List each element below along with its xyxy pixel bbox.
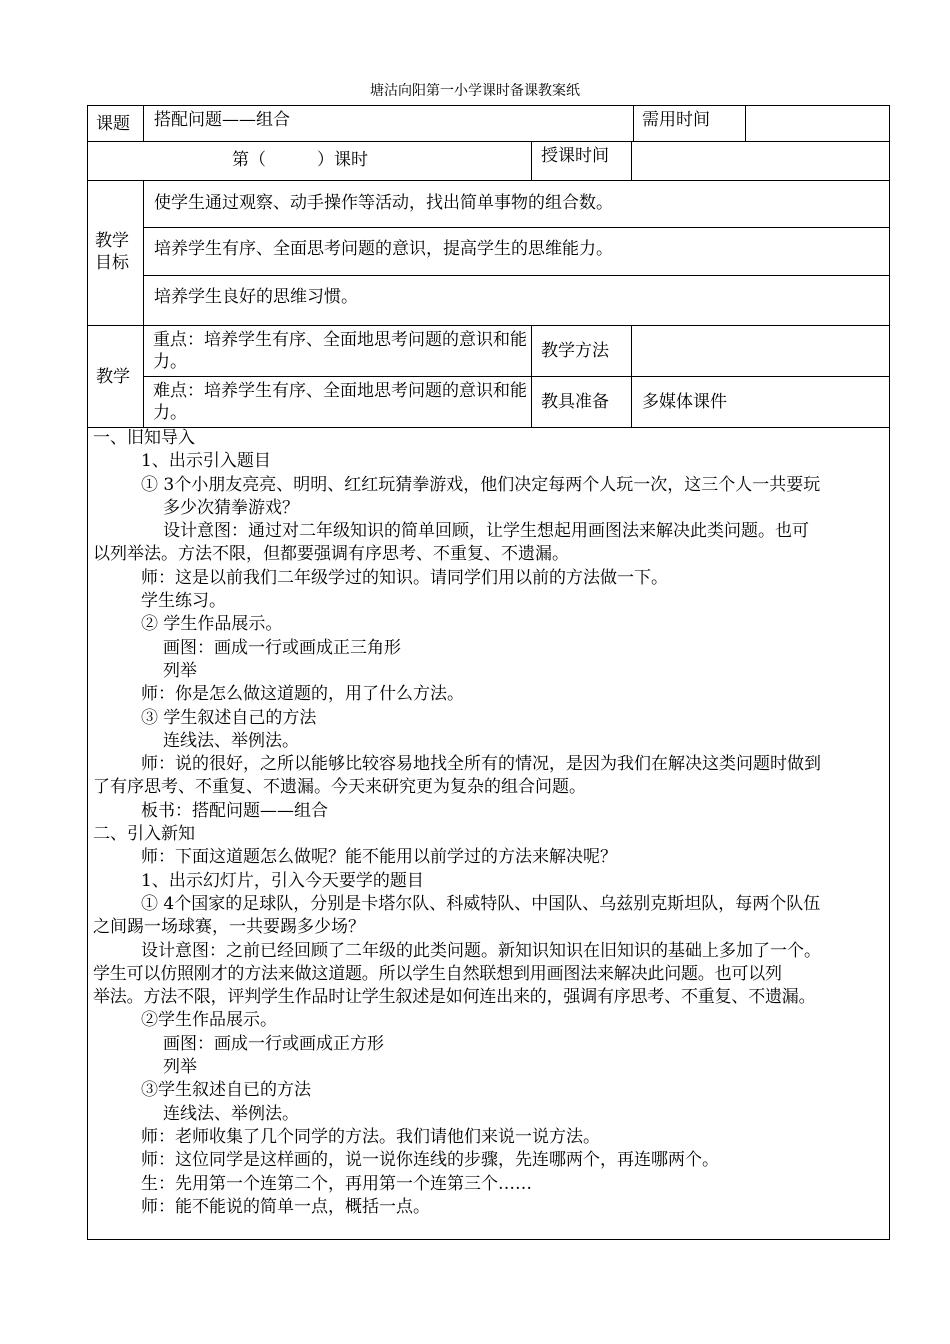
teaching-time-label: 授课时间: [541, 146, 609, 166]
topic-label: 课题: [96, 114, 130, 134]
lesson-line: 师：你是怎么做这道题的，用了什么方法。: [141, 684, 464, 705]
row-divider: [87, 141, 890, 142]
lesson-line: 画图：画成一行或画成正方形: [163, 1033, 384, 1054]
lesson-line: 画图：画成一行或画成正三角形: [163, 637, 401, 658]
row-divider: [143, 376, 890, 377]
section-heading: 二、引入新知: [93, 824, 195, 845]
lesson-line: 连线法、举例法。: [163, 730, 299, 751]
tools-value: 多媒体课件: [642, 392, 727, 412]
lesson-line: 师：这位同学是这样画的，说一说你连线的步骤，先连哪两个，再连哪两个。: [141, 1150, 719, 1171]
lesson-line: 师：下面这道题怎么做呢？能不能用以前学过的方法来解决呢？: [141, 847, 617, 868]
column-divider: [633, 105, 634, 141]
lesson-line: ① 4个国家的足球队，分别是卡塔尔队、科威特队、中国队、乌兹别克斯坦队，每两个队伍: [141, 893, 821, 914]
key-point: 重点：培养学生有序、全面地思考问题的意识和能力。: [153, 330, 527, 372]
difficult-point: 难点：培养学生有序、全面地思考问题的意识和能力。: [153, 381, 527, 423]
goals-label: 教学目标: [95, 231, 129, 273]
lesson-line: 设计意图：之前已经回顾了二年级的此类问题。新知识知识在旧知识的基础上多加了一个。: [141, 940, 821, 961]
lesson-line: 连线法、举例法。: [163, 1103, 299, 1124]
lesson-line: 举法。方法不限，评判学生作品时让学生叙述是如何连出来的，强调有序思考、不重复、不遗漏。: [93, 987, 816, 1008]
lesson-line: ① 3个小朋友亮亮、明明、红红玩猜拳游戏，他们决定每两个人玩一次，这三个人一共要玩: [141, 474, 821, 495]
column-divider: [143, 105, 144, 141]
section-heading: 一、旧知导入: [93, 428, 195, 448]
lesson-line: 了有序思考、不重复、不遗漏。今天来研究更为复杂的组合问题。: [93, 777, 586, 798]
goal-3: 培养学生良好的思维习惯。: [154, 287, 358, 307]
teaching-label: 教学: [96, 367, 130, 387]
column-divider: [631, 141, 632, 180]
lesson-line: 师：能不能说的简单一点，概括一点。: [141, 1196, 430, 1217]
column-divider: [531, 141, 532, 180]
row-divider: [143, 275, 890, 276]
row-divider: [143, 227, 890, 228]
lesson-line: 师：老师收集了几个同学的方法。我们请他们来说一说方法。: [141, 1126, 600, 1147]
method-label: 教学方法: [541, 341, 609, 361]
row-divider: [87, 325, 890, 326]
lesson-line: 学生可以仿照刚才的方法来做这道题。所以学生自然联想到用画图法来解决此问题。也可以列: [93, 963, 782, 984]
lesson-line: 1、出示引入题目: [141, 451, 271, 472]
lesson-line: 以列举法。方法不限，但都要强调有序思考、不重复、不遗漏。: [93, 544, 569, 565]
topic-value: 搭配问题——组合: [154, 110, 290, 130]
column-divider: [631, 325, 632, 427]
page-title: 塘沽向阳第一小学课时备课教案纸: [370, 83, 580, 99]
tools-label: 教具准备: [541, 392, 609, 412]
lesson-line: 学生练习。: [141, 591, 226, 612]
lesson-line: 设计意图：通过对二年级知识的简单回顾，让学生想起用画图法来解决此类问题。也可: [163, 521, 809, 542]
column-divider: [745, 105, 746, 141]
lesson-line: 生：先用第一个连第二个，再用第一个连第三个……: [141, 1173, 532, 1194]
row-divider: [87, 180, 890, 181]
lesson-line: 师：这是以前我们二年级学过的知识。请同学们用以前的方法做一下。: [141, 567, 668, 588]
lesson-line: 板书：搭配问题——组合: [141, 800, 328, 821]
lesson-line: 列举: [163, 1057, 197, 1078]
lesson-line: 1、出示幻灯片，引入今天要学的题目: [141, 870, 424, 891]
column-divider: [143, 180, 144, 427]
lesson-line: ② 学生作品展示。: [141, 614, 283, 635]
lesson-line: 之间踢一场球赛，一共要踢多少场？: [93, 917, 365, 938]
lesson-body: [93, 427, 887, 1219]
lesson-line: ③学生叙述自已的方法: [141, 1080, 311, 1101]
goal-1: 使学生通过观察、动手操作等活动，找出简单事物的组合数。: [154, 193, 613, 213]
lesson-line: 多少次猜拳游戏？: [163, 497, 299, 518]
lesson-line: ②学生作品展示。: [141, 1010, 277, 1031]
time-needed-label: 需用时间: [642, 110, 710, 130]
column-divider: [531, 325, 532, 427]
lesson-line: 列举: [163, 660, 197, 681]
lesson-line: 师：说的很好，之所以能够比较容易地找全所有的情况，是因为我们在解决这类问题时做到: [141, 754, 821, 775]
lesson-line: ③ 学生叙述自己的方法: [141, 707, 317, 728]
lesson-number: 第（ ）课时: [232, 150, 368, 170]
goal-2: 培养学生有序、全面思考问题的意识，提高学生的思维能力。: [154, 239, 613, 259]
